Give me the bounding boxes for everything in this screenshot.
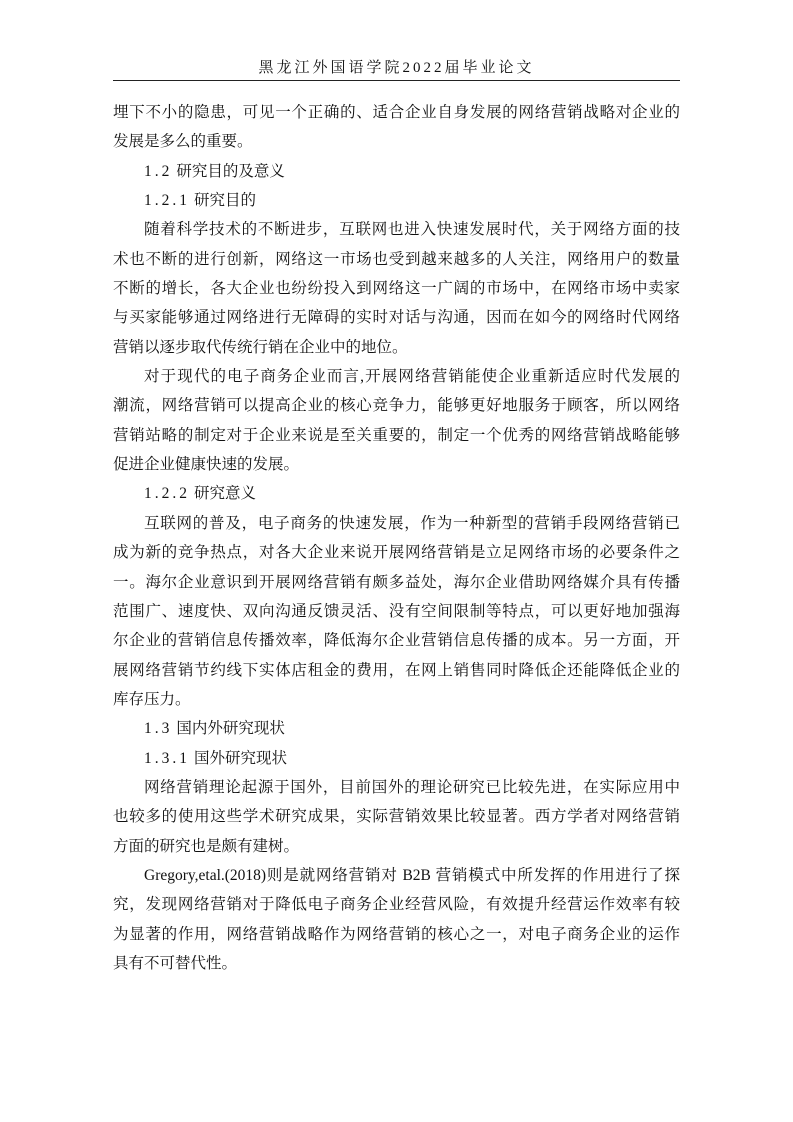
text-line: Gregory,etal.(2018)则是就网络营销对 B2B 营销模式中所发挥的作用进行了探 xyxy=(144,866,680,884)
text-line: 一。海尔企业意识到开展网络营销有颇多益处，海尔企业借助网络媒介具有传播 xyxy=(113,573,680,591)
text-line: 库存压力。 xyxy=(113,690,191,708)
paragraph xyxy=(113,509,680,714)
text-line: 对于现代的电子商务企业而言,开展网络营销能使企业重新适应时代发展的 xyxy=(144,368,680,386)
header-title: 黑龙江外国语学院2022届毕业论文 xyxy=(258,60,535,76)
paragraph xyxy=(113,773,680,861)
header-rule xyxy=(113,80,680,81)
text-line: 互联网的普及，电子商务的快速发展，作为一种新型的营销手段网络营销已 xyxy=(144,514,680,532)
section-number: 1.3 xyxy=(144,720,173,738)
section-title: 国内外研究现状 xyxy=(176,720,285,738)
paragraph-continued xyxy=(113,98,680,157)
section-heading xyxy=(113,714,680,743)
text-line: 不断的增长，各大企业也纷纷投入到网络这一广阔的市场中，在网络市场中卖家 xyxy=(113,280,680,298)
section-number: 1.3.1 xyxy=(144,749,190,767)
text-line: 范围广、速度快、双向沟通反馈灵活、没有空间限制等特点，可以更好地加强海 xyxy=(113,602,680,620)
section-heading xyxy=(113,186,680,215)
section-heading xyxy=(113,157,680,186)
paragraph xyxy=(113,215,680,362)
text-line: 尔企业的营销信息传播效率，降低海尔企业营销信息传播的成本。另一方面，开 xyxy=(113,632,680,650)
text-line: 埋下不小的隐患，可见一个正确的、适合企业自身发展的网络营销战略对企业的 xyxy=(113,104,680,121)
text-line: 具有不可替代性。 xyxy=(113,954,238,972)
text-line: 究，发现网络营销对于降低电子商务企业经营风险，有效提升经营运作效率有较 xyxy=(113,896,680,914)
section-number: 1.2.1 xyxy=(144,192,190,210)
text-line: 方面的研究也是颇有建树。 xyxy=(113,837,300,855)
section-heading xyxy=(113,744,680,773)
text-line: 也较多的使用这些学术研究成果，实际营销效果比较显著。西方学者对网络营销 xyxy=(113,808,680,826)
section-title: 研究目的 xyxy=(194,192,257,210)
section-title: 研究目的及意义 xyxy=(176,162,285,180)
text-line: 展网络营销节约线下实体店租金的费用，在网上销售同时降低企还能降低企业的 xyxy=(113,661,680,679)
paragraph xyxy=(113,362,680,479)
section-number: 1.2.2 xyxy=(144,485,190,503)
text-line: 与买家能够通过网络进行无障碍的实时对话与沟通，因而在如今的网络时代网络 xyxy=(113,309,680,327)
text-line: 营销站略的制定对于企业来说是至关重要的，制定一个优秀的网络营销战略能够 xyxy=(113,426,680,444)
paragraph xyxy=(113,861,680,978)
text-line: 促进企业健康快速的发展。 xyxy=(113,456,300,474)
text-line: 潮流，网络营销可以提高企业的核心竞争力，能够更好地服务于顾客，所以网络 xyxy=(113,397,680,415)
text-line: 营销以逐步取代传统行销在企业中的地位。 xyxy=(113,338,408,356)
body-text xyxy=(113,98,680,978)
text-line: 网络营销理论起源于国外，目前国外的理论研究已比较先进，在实际应用中 xyxy=(144,778,680,796)
section-heading xyxy=(113,479,680,508)
text-line: 成为新的竞争热点，对各大企业来说开展网络营销是立足网络市场的必要条件之 xyxy=(113,544,680,562)
section-title: 国外研究现状 xyxy=(194,749,288,767)
section-number: 1.2 xyxy=(144,162,173,180)
text-line: 术也不断的进行创新，网络这一市场也受到越来越多的人关注，网络用户的数量 xyxy=(113,250,680,268)
text-line: 为显著的作用，网络营销战略作为网络营销的核心之一，对电子商务企业的运作 xyxy=(113,925,680,943)
text-line: 发展是多么的重要。 xyxy=(113,133,253,151)
text-line: 随着科学技术的不断进步，互联网也进入快速发展时代，关于网络方面的技 xyxy=(144,221,680,239)
section-title: 研究意义 xyxy=(194,485,257,503)
